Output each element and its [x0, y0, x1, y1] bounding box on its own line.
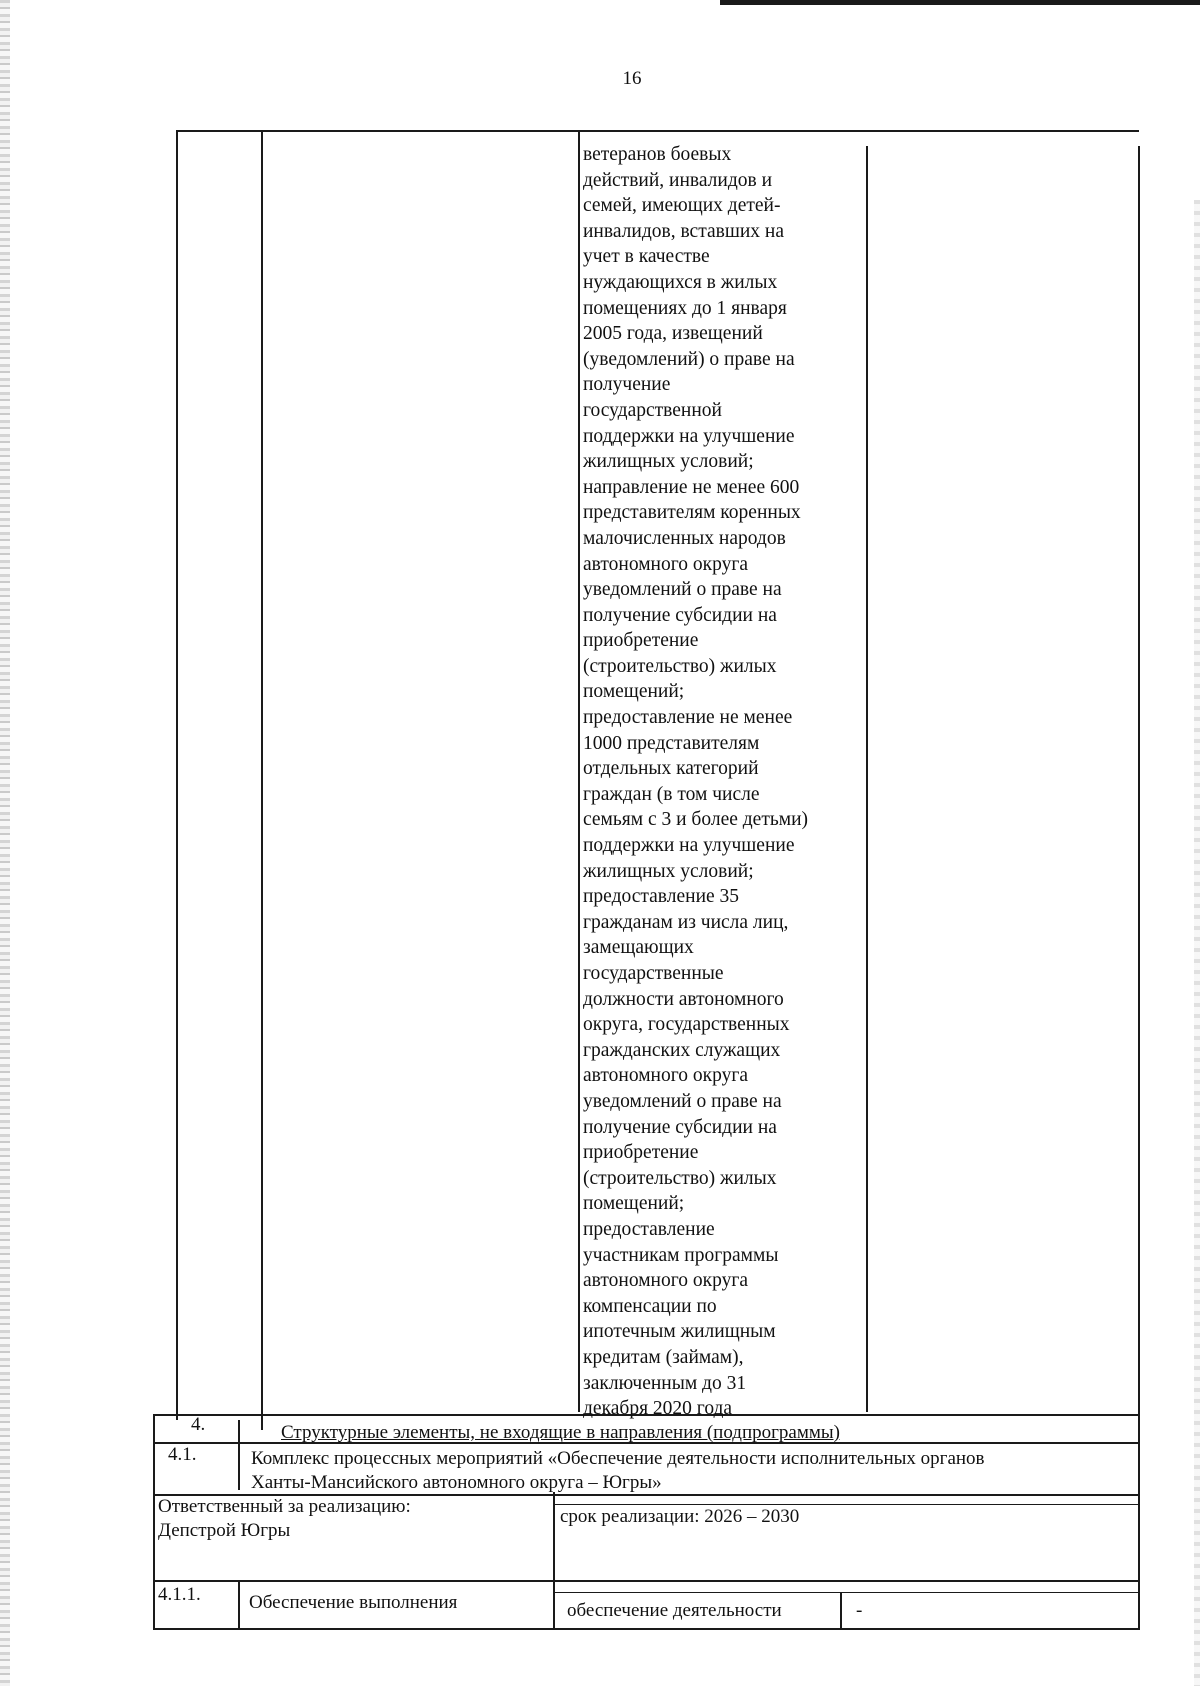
scan-top-bar	[720, 0, 1200, 5]
row-411-name: Обеспечение выполнения	[249, 1592, 458, 1613]
vline-responsible	[553, 1492, 555, 1628]
border-left-upper	[176, 130, 178, 1420]
border-left-lower	[153, 1414, 155, 1630]
row-411-task: обеспечение деятельности	[567, 1600, 782, 1621]
border-top	[177, 130, 1139, 132]
responsible-label: Ответственный за реализацию:	[158, 1496, 411, 1517]
row-41-title-line2: Ханты-Мансийского автономного округа – Югры»	[251, 1472, 662, 1493]
page-number: 16	[622, 68, 642, 89]
vline-indicator	[840, 1592, 842, 1630]
expected-results-continuation: ветеранов боевых действий, инвалидов и семей, имеющих детей- инвалидов, вставших на учет в качестве нуждающихся в жилых помещениях до 1 января 2005 года, извещений (уведомлений) о праве на получение государственной поддержки на улучшение жилищных условий; направление не менее 600 представителям коренных малочисленных народов автономного округа уведомлений о праве на получение субсидии на приобретение (строительство) жилых помещений; предоставление не менее 1000 представителям отдельных категорий граждан (в том числе семьям с 3 и более детьми) поддержки на улучшение жилищных условий; предоставление 35 гражданам из числа лиц, замещающих государственные должности автономного округа, государственных гражданских служащих автономного округа уведомлений о праве на получение субсидии на приобретение (строительство) жилых помещений; предоставление участникам программы автономного округа компенсации по ипотечным жилищным кредитам (займам), заключенным до 31 декабря 2020 года	[583, 144, 809, 1420]
border-right	[1138, 146, 1140, 1630]
row-41-number: 4.1.	[168, 1444, 197, 1465]
row-411-indicator: -	[856, 1600, 863, 1621]
implementation-term: срок реализации: 2026 – 2030	[560, 1506, 800, 1527]
vline-desc-right	[866, 146, 868, 1412]
vline-desc-left	[578, 132, 580, 1412]
hline-bottom	[155, 1628, 1140, 1630]
row-411-number: 4.1.1.	[158, 1584, 201, 1605]
hline-411-top	[155, 1580, 1140, 1582]
scan-edge-right	[1194, 200, 1200, 1686]
vline-num	[261, 130, 263, 1430]
vline-num-41	[238, 1420, 240, 1490]
responsible-value: Депстрой Югры	[158, 1520, 291, 1541]
row-4-title: Структурные элементы, не входящие в направления (подпрограммы)	[281, 1422, 840, 1443]
hline-411-right-top	[555, 1592, 1140, 1593]
scan-edge-left	[0, 0, 10, 1686]
row-41-title-line1: Комплекс процессных мероприятий «Обеспечение деятельности исполнительных органов	[251, 1448, 985, 1469]
row-4-number: 4.	[191, 1414, 206, 1435]
vline-num-411	[238, 1582, 240, 1628]
